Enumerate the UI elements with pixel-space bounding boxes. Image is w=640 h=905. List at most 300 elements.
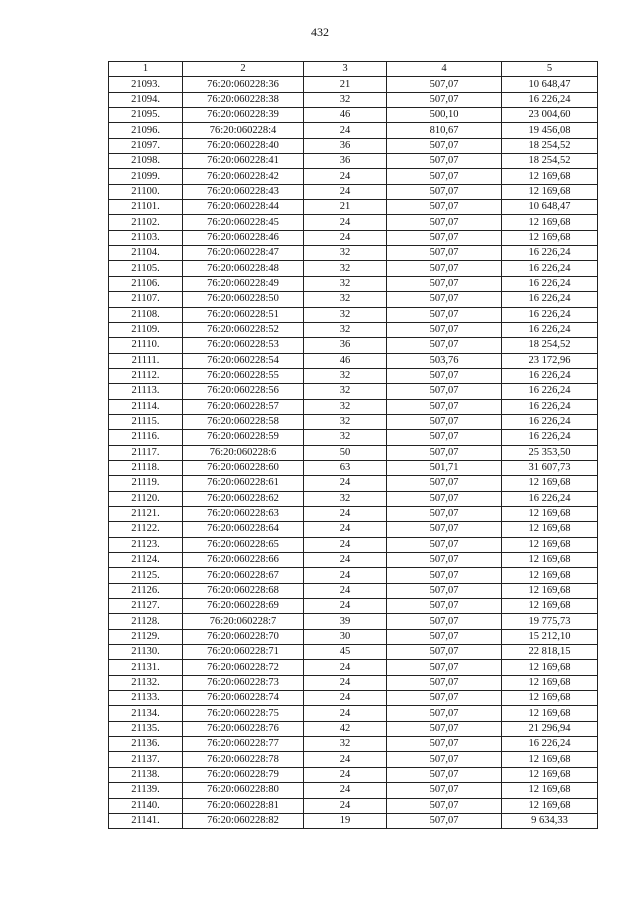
row-number-cell: 21107. (109, 292, 183, 307)
cadastral-number-cell: 76:20:060228:47 (183, 246, 304, 261)
unit-value-cell: 507,07 (387, 660, 502, 675)
row-number-cell: 21104. (109, 246, 183, 261)
table-row (109, 200, 598, 215)
table-row (109, 322, 598, 337)
cadastral-number-cell: 76:20:060228:71 (183, 645, 304, 660)
cadastral-value-cell: 12 169,68 (502, 553, 598, 568)
table-row (109, 77, 598, 92)
cadastral-value-cell: 12 169,68 (502, 783, 598, 798)
unit-value-cell: 500,10 (387, 108, 502, 123)
unit-value-cell: 507,07 (387, 767, 502, 782)
cadastral-value-table (108, 61, 598, 829)
table-row (109, 568, 598, 583)
cadastral-number-cell: 76:20:060228:67 (183, 568, 304, 583)
row-number-cell: 21116. (109, 430, 183, 445)
cadastral-value-cell: 12 169,68 (502, 476, 598, 491)
row-number-cell: 21141. (109, 813, 183, 828)
cadastral-number-cell: 76:20:060228:62 (183, 491, 304, 506)
table-row (109, 230, 598, 245)
cadastral-value-cell: 18 254,52 (502, 138, 598, 153)
area-cell: 32 (304, 384, 387, 399)
unit-value-cell: 507,07 (387, 645, 502, 660)
cadastral-number-cell: 76:20:060228:79 (183, 767, 304, 782)
table-row (109, 368, 598, 383)
unit-value-cell: 507,07 (387, 292, 502, 307)
cadastral-number-cell: 76:20:060228:75 (183, 706, 304, 721)
cadastral-number-cell: 76:20:060228:63 (183, 506, 304, 521)
cadastral-number-cell: 76:20:060228:68 (183, 583, 304, 598)
unit-value-cell: 507,07 (387, 721, 502, 736)
row-number-cell: 21138. (109, 767, 183, 782)
area-cell: 24 (304, 184, 387, 199)
cadastral-value-cell: 12 169,68 (502, 691, 598, 706)
unit-value-cell: 507,07 (387, 384, 502, 399)
row-number-cell: 21095. (109, 108, 183, 123)
area-cell: 24 (304, 660, 387, 675)
table-row (109, 123, 598, 138)
table-row (109, 353, 598, 368)
table-row (109, 491, 598, 506)
unit-value-cell: 507,07 (387, 261, 502, 276)
row-number-cell: 21115. (109, 414, 183, 429)
area-cell: 24 (304, 675, 387, 690)
row-number-cell: 21136. (109, 737, 183, 752)
unit-value-cell: 507,07 (387, 491, 502, 506)
unit-value-cell: 501,71 (387, 460, 502, 475)
unit-value-cell: 507,07 (387, 169, 502, 184)
row-number-cell: 21127. (109, 599, 183, 614)
cadastral-value-cell: 12 169,68 (502, 184, 598, 199)
unit-value-cell: 507,07 (387, 783, 502, 798)
cadastral-number-cell: 76:20:060228:54 (183, 353, 304, 368)
unit-value-cell: 507,07 (387, 752, 502, 767)
table-row (109, 691, 598, 706)
table-row (109, 506, 598, 521)
cadastral-number-cell: 76:20:060228:45 (183, 215, 304, 230)
area-cell: 32 (304, 491, 387, 506)
cadastral-value-cell: 23 172,96 (502, 353, 598, 368)
cadastral-number-cell: 76:20:060228:64 (183, 522, 304, 537)
area-cell: 32 (304, 322, 387, 337)
table-row (109, 460, 598, 475)
cadastral-number-cell: 76:20:060228:60 (183, 460, 304, 475)
area-cell: 32 (304, 92, 387, 107)
table-row (109, 184, 598, 199)
table-row (109, 138, 598, 153)
cadastral-value-cell: 25 353,50 (502, 445, 598, 460)
area-cell: 24 (304, 783, 387, 798)
row-number-cell: 21099. (109, 169, 183, 184)
table-row (109, 261, 598, 276)
cadastral-value-cell: 16 226,24 (502, 292, 598, 307)
row-number-cell: 21096. (109, 123, 183, 138)
cadastral-number-cell: 76:20:060228:69 (183, 599, 304, 614)
cadastral-number-cell: 76:20:060228:82 (183, 813, 304, 828)
row-number-cell: 21131. (109, 660, 183, 675)
cadastral-value-cell: 12 169,68 (502, 506, 598, 521)
unit-value-cell: 507,07 (387, 338, 502, 353)
column-header-3: 3 (304, 62, 387, 77)
row-number-cell: 21129. (109, 629, 183, 644)
cadastral-number-cell: 76:20:060228:56 (183, 384, 304, 399)
cadastral-value-cell: 10 648,47 (502, 77, 598, 92)
table-row (109, 307, 598, 322)
area-cell: 21 (304, 77, 387, 92)
row-number-cell: 21124. (109, 553, 183, 568)
table-row (109, 645, 598, 660)
row-number-cell: 21123. (109, 537, 183, 552)
cadastral-value-cell: 12 169,68 (502, 568, 598, 583)
cadastral-number-cell: 76:20:060228:72 (183, 660, 304, 675)
cadastral-number-cell: 76:20:060228:61 (183, 476, 304, 491)
unit-value-cell: 507,07 (387, 553, 502, 568)
row-number-cell: 21118. (109, 460, 183, 475)
cadastral-value-cell: 18 254,52 (502, 154, 598, 169)
page-number: 432 (311, 25, 329, 39)
cadastral-value-cell: 22 818,15 (502, 645, 598, 660)
table-row (109, 92, 598, 107)
cadastral-value-cell: 12 169,68 (502, 767, 598, 782)
cadastral-value-cell: 16 226,24 (502, 414, 598, 429)
table-row (109, 292, 598, 307)
unit-value-cell: 507,07 (387, 675, 502, 690)
cadastral-value-cell: 12 169,68 (502, 706, 598, 721)
unit-value-cell: 507,07 (387, 138, 502, 153)
area-cell: 24 (304, 230, 387, 245)
table-row (109, 108, 598, 123)
table-row (109, 706, 598, 721)
area-cell: 24 (304, 767, 387, 782)
area-cell: 24 (304, 568, 387, 583)
table-row (109, 276, 598, 291)
area-cell: 42 (304, 721, 387, 736)
unit-value-cell: 507,07 (387, 322, 502, 337)
table-row (109, 721, 598, 736)
cadastral-number-cell: 76:20:060228:49 (183, 276, 304, 291)
table-row (109, 553, 598, 568)
cadastral-number-cell: 76:20:060228:39 (183, 108, 304, 123)
cadastral-value-cell: 16 226,24 (502, 491, 598, 506)
table-row (109, 813, 598, 828)
cadastral-number-cell: 76:20:060228:74 (183, 691, 304, 706)
table-row (109, 629, 598, 644)
cadastral-value-cell: 12 169,68 (502, 537, 598, 552)
cadastral-number-cell: 76:20:060228:73 (183, 675, 304, 690)
row-number-cell: 21132. (109, 675, 183, 690)
area-cell: 39 (304, 614, 387, 629)
row-number-cell: 21137. (109, 752, 183, 767)
area-cell: 24 (304, 583, 387, 598)
area-cell: 63 (304, 460, 387, 475)
row-number-cell: 21117. (109, 445, 183, 460)
cadastral-value-cell: 16 226,24 (502, 368, 598, 383)
column-header-4: 4 (387, 62, 502, 77)
cadastral-value-cell: 19 456,08 (502, 123, 598, 138)
row-number-cell: 21111. (109, 353, 183, 368)
cadastral-number-cell: 76:20:060228:40 (183, 138, 304, 153)
area-cell: 24 (304, 476, 387, 491)
row-number-cell: 21126. (109, 583, 183, 598)
table-row (109, 798, 598, 813)
cadastral-value-cell: 9 634,33 (502, 813, 598, 828)
area-cell: 30 (304, 629, 387, 644)
cadastral-value-cell: 16 226,24 (502, 384, 598, 399)
row-number-cell: 21098. (109, 154, 183, 169)
area-cell: 24 (304, 215, 387, 230)
unit-value-cell: 507,07 (387, 154, 502, 169)
cadastral-value-cell: 12 169,68 (502, 675, 598, 690)
unit-value-cell: 507,07 (387, 200, 502, 215)
row-number-cell: 21101. (109, 200, 183, 215)
unit-value-cell: 507,07 (387, 414, 502, 429)
cadastral-value-cell: 16 226,24 (502, 92, 598, 107)
row-number-cell: 21112. (109, 368, 183, 383)
table-row (109, 430, 598, 445)
row-number-cell: 21120. (109, 491, 183, 506)
cadastral-value-cell: 12 169,68 (502, 660, 598, 675)
table-row (109, 583, 598, 598)
table-row (109, 660, 598, 675)
row-number-cell: 21140. (109, 798, 183, 813)
cadastral-value-cell: 16 226,24 (502, 737, 598, 752)
table-header-row (109, 62, 598, 77)
row-number-cell: 21105. (109, 261, 183, 276)
unit-value-cell: 810,67 (387, 123, 502, 138)
cadastral-value-cell: 12 169,68 (502, 169, 598, 184)
table-row (109, 215, 598, 230)
table-row (109, 614, 598, 629)
cadastral-value-cell: 31 607,73 (502, 460, 598, 475)
cadastral-number-cell: 76:20:060228:38 (183, 92, 304, 107)
row-number-cell: 21094. (109, 92, 183, 107)
unit-value-cell: 507,07 (387, 276, 502, 291)
table-row (109, 445, 598, 460)
row-number-cell: 21110. (109, 338, 183, 353)
area-cell: 32 (304, 399, 387, 414)
column-header-5: 5 (502, 62, 598, 77)
cadastral-number-cell: 76:20:060228:41 (183, 154, 304, 169)
cadastral-value-cell: 12 169,68 (502, 752, 598, 767)
cadastral-number-cell: 76:20:060228:43 (183, 184, 304, 199)
row-number-cell: 21135. (109, 721, 183, 736)
cadastral-number-cell: 76:20:060228:52 (183, 322, 304, 337)
area-cell: 46 (304, 108, 387, 123)
table-row (109, 752, 598, 767)
row-number-cell: 21114. (109, 399, 183, 414)
area-cell: 32 (304, 292, 387, 307)
unit-value-cell: 507,07 (387, 522, 502, 537)
row-number-cell: 21134. (109, 706, 183, 721)
cadastral-number-cell: 76:20:060228:80 (183, 783, 304, 798)
area-cell: 36 (304, 338, 387, 353)
area-cell: 24 (304, 169, 387, 184)
table-row (109, 476, 598, 491)
cadastral-number-cell: 76:20:060228:6 (183, 445, 304, 460)
area-cell: 45 (304, 645, 387, 660)
row-number-cell: 21102. (109, 215, 183, 230)
area-cell: 24 (304, 522, 387, 537)
cadastral-number-cell: 76:20:060228:7 (183, 614, 304, 629)
area-cell: 24 (304, 553, 387, 568)
cadastral-value-cell: 18 254,52 (502, 338, 598, 353)
cadastral-value-cell: 19 775,73 (502, 614, 598, 629)
unit-value-cell: 507,07 (387, 813, 502, 828)
cadastral-number-cell: 76:20:060228:4 (183, 123, 304, 138)
area-cell: 24 (304, 798, 387, 813)
area-cell: 50 (304, 445, 387, 460)
cadastral-value-cell: 12 169,68 (502, 215, 598, 230)
row-number-cell: 21103. (109, 230, 183, 245)
area-cell: 32 (304, 368, 387, 383)
unit-value-cell: 507,07 (387, 368, 502, 383)
unit-value-cell: 507,07 (387, 629, 502, 644)
cadastral-number-cell: 76:20:060228:46 (183, 230, 304, 245)
table-row (109, 399, 598, 414)
area-cell: 24 (304, 506, 387, 521)
table-row (109, 767, 598, 782)
area-cell: 36 (304, 154, 387, 169)
unit-value-cell: 507,07 (387, 737, 502, 752)
column-header-1: 1 (109, 62, 183, 77)
area-cell: 32 (304, 737, 387, 752)
row-number-cell: 21119. (109, 476, 183, 491)
row-number-cell: 21122. (109, 522, 183, 537)
area-cell: 46 (304, 353, 387, 368)
cadastral-number-cell: 76:20:060228:81 (183, 798, 304, 813)
cadastral-number-cell: 76:20:060228:48 (183, 261, 304, 276)
cadastral-number-cell: 76:20:060228:55 (183, 368, 304, 383)
cadastral-number-cell: 76:20:060228:58 (183, 414, 304, 429)
area-cell: 24 (304, 123, 387, 138)
cadastral-value-cell: 16 226,24 (502, 261, 598, 276)
cadastral-value-cell: 12 169,68 (502, 599, 598, 614)
cadastral-number-cell: 76:20:060228:77 (183, 737, 304, 752)
area-cell: 24 (304, 706, 387, 721)
cadastral-number-cell: 76:20:060228:57 (183, 399, 304, 414)
cadastral-number-cell: 76:20:060228:76 (183, 721, 304, 736)
unit-value-cell: 507,07 (387, 92, 502, 107)
table-body (109, 77, 598, 829)
cadastral-value-cell: 16 226,24 (502, 322, 598, 337)
cadastral-value-cell: 23 004,60 (502, 108, 598, 123)
row-number-cell: 21097. (109, 138, 183, 153)
area-cell: 32 (304, 414, 387, 429)
area-cell: 24 (304, 599, 387, 614)
row-number-cell: 21130. (109, 645, 183, 660)
unit-value-cell: 507,07 (387, 798, 502, 813)
area-cell: 36 (304, 138, 387, 153)
table-row (109, 154, 598, 169)
unit-value-cell: 507,07 (387, 537, 502, 552)
cadastral-value-cell: 16 226,24 (502, 276, 598, 291)
row-number-cell: 21100. (109, 184, 183, 199)
table-row (109, 169, 598, 184)
unit-value-cell: 507,07 (387, 583, 502, 598)
area-cell: 24 (304, 691, 387, 706)
row-number-cell: 21113. (109, 384, 183, 399)
cadastral-number-cell: 76:20:060228:66 (183, 553, 304, 568)
cadastral-number-cell: 76:20:060228:65 (183, 537, 304, 552)
area-cell: 32 (304, 261, 387, 276)
cadastral-number-cell: 76:20:060228:44 (183, 200, 304, 215)
unit-value-cell: 507,07 (387, 246, 502, 261)
table-row (109, 338, 598, 353)
row-number-cell: 21108. (109, 307, 183, 322)
area-cell: 32 (304, 246, 387, 261)
column-header-2: 2 (183, 62, 304, 77)
cadastral-value-cell: 16 226,24 (502, 430, 598, 445)
unit-value-cell: 507,07 (387, 430, 502, 445)
unit-value-cell: 507,07 (387, 568, 502, 583)
cadastral-number-cell: 76:20:060228:51 (183, 307, 304, 322)
unit-value-cell: 507,07 (387, 506, 502, 521)
row-number-cell: 21109. (109, 322, 183, 337)
unit-value-cell: 507,07 (387, 706, 502, 721)
cadastral-number-cell: 76:20:060228:50 (183, 292, 304, 307)
row-number-cell: 21139. (109, 783, 183, 798)
cadastral-value-cell: 12 169,68 (502, 522, 598, 537)
unit-value-cell: 507,07 (387, 307, 502, 322)
cadastral-value-cell: 12 169,68 (502, 798, 598, 813)
unit-value-cell: 507,07 (387, 445, 502, 460)
row-number-cell: 21121. (109, 506, 183, 521)
area-cell: 19 (304, 813, 387, 828)
unit-value-cell: 507,07 (387, 614, 502, 629)
cadastral-value-cell: 12 169,68 (502, 230, 598, 245)
cadastral-value-cell: 12 169,68 (502, 583, 598, 598)
cadastral-number-cell: 76:20:060228:53 (183, 338, 304, 353)
cadastral-number-cell: 76:20:060228:36 (183, 77, 304, 92)
area-cell: 21 (304, 200, 387, 215)
table-row (109, 737, 598, 752)
area-cell: 24 (304, 537, 387, 552)
table-row (109, 522, 598, 537)
cadastral-value-cell: 16 226,24 (502, 307, 598, 322)
unit-value-cell: 507,07 (387, 184, 502, 199)
row-number-cell: 21125. (109, 568, 183, 583)
cadastral-number-cell: 76:20:060228:78 (183, 752, 304, 767)
row-number-cell: 21106. (109, 276, 183, 291)
area-cell: 32 (304, 307, 387, 322)
unit-value-cell: 507,07 (387, 691, 502, 706)
cadastral-value-cell: 16 226,24 (502, 246, 598, 261)
table-row (109, 384, 598, 399)
row-number-cell: 21133. (109, 691, 183, 706)
unit-value-cell: 507,07 (387, 215, 502, 230)
unit-value-cell: 507,07 (387, 77, 502, 92)
cadastral-number-cell: 76:20:060228:70 (183, 629, 304, 644)
cadastral-number-cell: 76:20:060228:59 (183, 430, 304, 445)
cadastral-value-cell: 16 226,24 (502, 399, 598, 414)
table-row (109, 783, 598, 798)
cadastral-value-cell: 21 296,94 (502, 721, 598, 736)
cadastral-value-cell: 10 648,47 (502, 200, 598, 215)
row-number-cell: 21093. (109, 77, 183, 92)
area-cell: 32 (304, 276, 387, 291)
table-row (109, 414, 598, 429)
area-cell: 32 (304, 430, 387, 445)
cadastral-number-cell: 76:20:060228:42 (183, 169, 304, 184)
area-cell: 24 (304, 752, 387, 767)
unit-value-cell: 507,07 (387, 230, 502, 245)
unit-value-cell: 507,07 (387, 399, 502, 414)
row-number-cell: 21128. (109, 614, 183, 629)
table-row (109, 537, 598, 552)
unit-value-cell: 503,76 (387, 353, 502, 368)
table-row (109, 675, 598, 690)
cadastral-value-cell: 15 212,10 (502, 629, 598, 644)
table-row (109, 599, 598, 614)
